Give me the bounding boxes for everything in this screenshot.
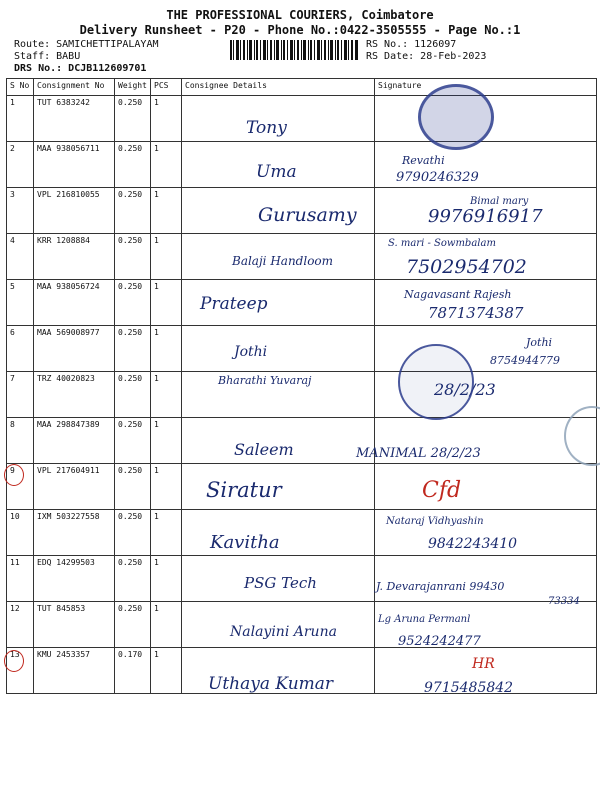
column-header: Signature xyxy=(375,79,597,96)
company-title: THE PROFESSIONAL COURIERS, Coimbatore xyxy=(166,8,434,22)
column-header: Consignee Details xyxy=(182,79,375,96)
handwritten-signature: Bimal mary xyxy=(470,196,529,207)
row-sno: 1 xyxy=(7,96,34,142)
handwritten-signature: Nataraj Vidhyashin xyxy=(386,516,484,527)
route-info xyxy=(14,39,159,75)
handwritten-consignee: Tony xyxy=(246,118,287,138)
row-pcs: 1 xyxy=(151,510,182,556)
table-row xyxy=(7,418,597,464)
row-consignment-no: MAA 569008977 xyxy=(34,326,115,372)
handwritten-consignee: Uma xyxy=(256,162,297,182)
handwritten-signature: Jothi xyxy=(526,336,553,349)
handwritten-signature: 8754944779 xyxy=(490,354,560,367)
rubber-stamp xyxy=(398,344,474,420)
handwritten-signature: 9790246329 xyxy=(396,170,479,185)
row-sno: 9 xyxy=(7,464,34,510)
row-weight: 0.250 xyxy=(115,372,151,418)
column-header: PCS xyxy=(151,79,182,96)
row-consignment-no: MAA 298847389 xyxy=(34,418,115,464)
rs-info xyxy=(366,39,486,63)
handwritten-consignee: Bharathi Yuvaraj xyxy=(218,374,312,387)
row-sno: 2 xyxy=(7,142,34,188)
handwritten-consignee: Gurusamy xyxy=(258,204,357,226)
column-header: Consignment No xyxy=(34,79,115,96)
drs-number: DRS No.: DCJB112609701 xyxy=(14,63,147,74)
row-sno: 4 xyxy=(7,234,34,280)
table-row xyxy=(7,96,597,142)
handwritten-consignee: Nalayini Aruna xyxy=(230,624,337,640)
row-weight: 0.250 xyxy=(115,510,151,556)
handwritten-consignee: Prateep xyxy=(200,294,268,314)
row-sno: 6 xyxy=(7,326,34,372)
handwritten-signature: MANIMAL 28/2/23 xyxy=(356,446,481,461)
table-header-row xyxy=(7,79,597,96)
handwritten-consignee: Uthaya Kumar xyxy=(208,674,334,694)
row-consignment-no: TRZ 40020823 xyxy=(34,372,115,418)
row-weight: 0.250 xyxy=(115,96,151,142)
handwritten-signature: Revathi xyxy=(402,154,445,167)
row-pcs: 1 xyxy=(151,234,182,280)
row-consignment-no: KMU 2453357 xyxy=(34,648,115,694)
row-pcs: 1 xyxy=(151,464,182,510)
circle-mark xyxy=(4,464,24,486)
staff-label: Staff: BABU xyxy=(14,51,81,62)
handwritten-signature: J. Devarajanrani 99430 xyxy=(376,580,505,593)
row-consignment-no: VPL 216810055 xyxy=(34,188,115,234)
handwritten-signature: 9524242477 xyxy=(398,634,481,649)
row-sno: 3 xyxy=(7,188,34,234)
rubber-stamp xyxy=(418,84,494,150)
row-weight: 0.250 xyxy=(115,188,151,234)
barcode-image xyxy=(230,40,358,60)
row-consignment-no: VPL 217604911 xyxy=(34,464,115,510)
handwritten-signature: Nagavasant Rajesh xyxy=(404,288,512,301)
handwritten-consignee: Kavitha xyxy=(210,532,280,553)
document-header xyxy=(0,8,600,38)
column-header: Weight xyxy=(115,79,151,96)
row-sno: 8 xyxy=(7,418,34,464)
handwritten-signature: 9842243410 xyxy=(428,536,518,552)
row-pcs: 1 xyxy=(151,280,182,326)
row-weight: 0.250 xyxy=(115,142,151,188)
handwritten-consignee: Siratur xyxy=(206,478,282,502)
row-sno: 12 xyxy=(7,602,34,648)
row-consignment-no: KRR 1208884 xyxy=(34,234,115,280)
row-pcs: 1 xyxy=(151,602,182,648)
column-header: S No xyxy=(7,79,34,96)
handwritten-signature: 7871374387 xyxy=(428,304,524,322)
handwritten-signature: HR xyxy=(472,656,495,672)
row-sno: 10 xyxy=(7,510,34,556)
handwritten-consignee: Jothi xyxy=(234,344,268,360)
row-pcs: 1 xyxy=(151,418,182,464)
row-consignment-no: EDQ 14299503 xyxy=(34,556,115,602)
handwritten-signature: Lg Aruna Permanl xyxy=(378,614,471,625)
row-sno: 13 xyxy=(7,648,34,694)
row-weight: 0.250 xyxy=(115,234,151,280)
row-consignment-no: IXM 503227558 xyxy=(34,510,115,556)
row-consignment-no: MAA 938056724 xyxy=(34,280,115,326)
handwritten-consignee: Balaji Handloom xyxy=(232,254,334,268)
row-weight: 0.170 xyxy=(115,648,151,694)
row-pcs: 1 xyxy=(151,372,182,418)
row-sno: 11 xyxy=(7,556,34,602)
rs-date: RS Date: 28-Feb-2023 xyxy=(366,51,487,62)
handwritten-signature: S. mari - Sowmbalam xyxy=(388,238,496,249)
row-signature xyxy=(375,556,597,602)
row-weight: 0.250 xyxy=(115,464,151,510)
handwritten-consignee: PSG Tech xyxy=(244,574,317,592)
row-pcs: 1 xyxy=(151,326,182,372)
runsheet-subtitle: Delivery Runsheet - P20 - Phone No.:0422-3505555 - Page No.:1 xyxy=(79,23,521,37)
row-pcs: 1 xyxy=(151,96,182,142)
handwritten-consignee: Saleem xyxy=(234,440,294,459)
table-row xyxy=(7,142,597,188)
row-weight: 0.250 xyxy=(115,280,151,326)
row-sno: 5 xyxy=(7,280,34,326)
row-signature xyxy=(375,464,597,510)
row-weight: 0.250 xyxy=(115,326,151,372)
handwritten-signature: 9976916917 xyxy=(428,206,543,227)
handwritten-signature: 9715485842 xyxy=(424,680,514,696)
handwritten-signature: 7502954702 xyxy=(406,256,527,278)
handwritten-signature: 28/2/23 xyxy=(434,380,496,399)
handwritten-signature: 73334 xyxy=(548,596,580,607)
row-consignment-no: TUT 845853 xyxy=(34,602,115,648)
row-pcs: 1 xyxy=(151,556,182,602)
row-weight: 0.250 xyxy=(115,418,151,464)
rs-number: RS No.: 1126097 xyxy=(366,39,457,50)
route-label: Route: SAMICHETTIPALAYAM xyxy=(14,39,159,50)
row-consignment-no: TUT 6383242 xyxy=(34,96,115,142)
table-row xyxy=(7,464,597,510)
row-pcs: 1 xyxy=(151,142,182,188)
row-weight: 0.250 xyxy=(115,556,151,602)
row-pcs: 1 xyxy=(151,648,182,694)
handwritten-signature: Cfd xyxy=(422,478,462,503)
row-consignment-no: MAA 938056711 xyxy=(34,142,115,188)
row-weight: 0.250 xyxy=(115,602,151,648)
row-pcs: 1 xyxy=(151,188,182,234)
circle-mark xyxy=(4,650,24,672)
row-sno: 7 xyxy=(7,372,34,418)
row-consignee-details xyxy=(182,326,375,372)
